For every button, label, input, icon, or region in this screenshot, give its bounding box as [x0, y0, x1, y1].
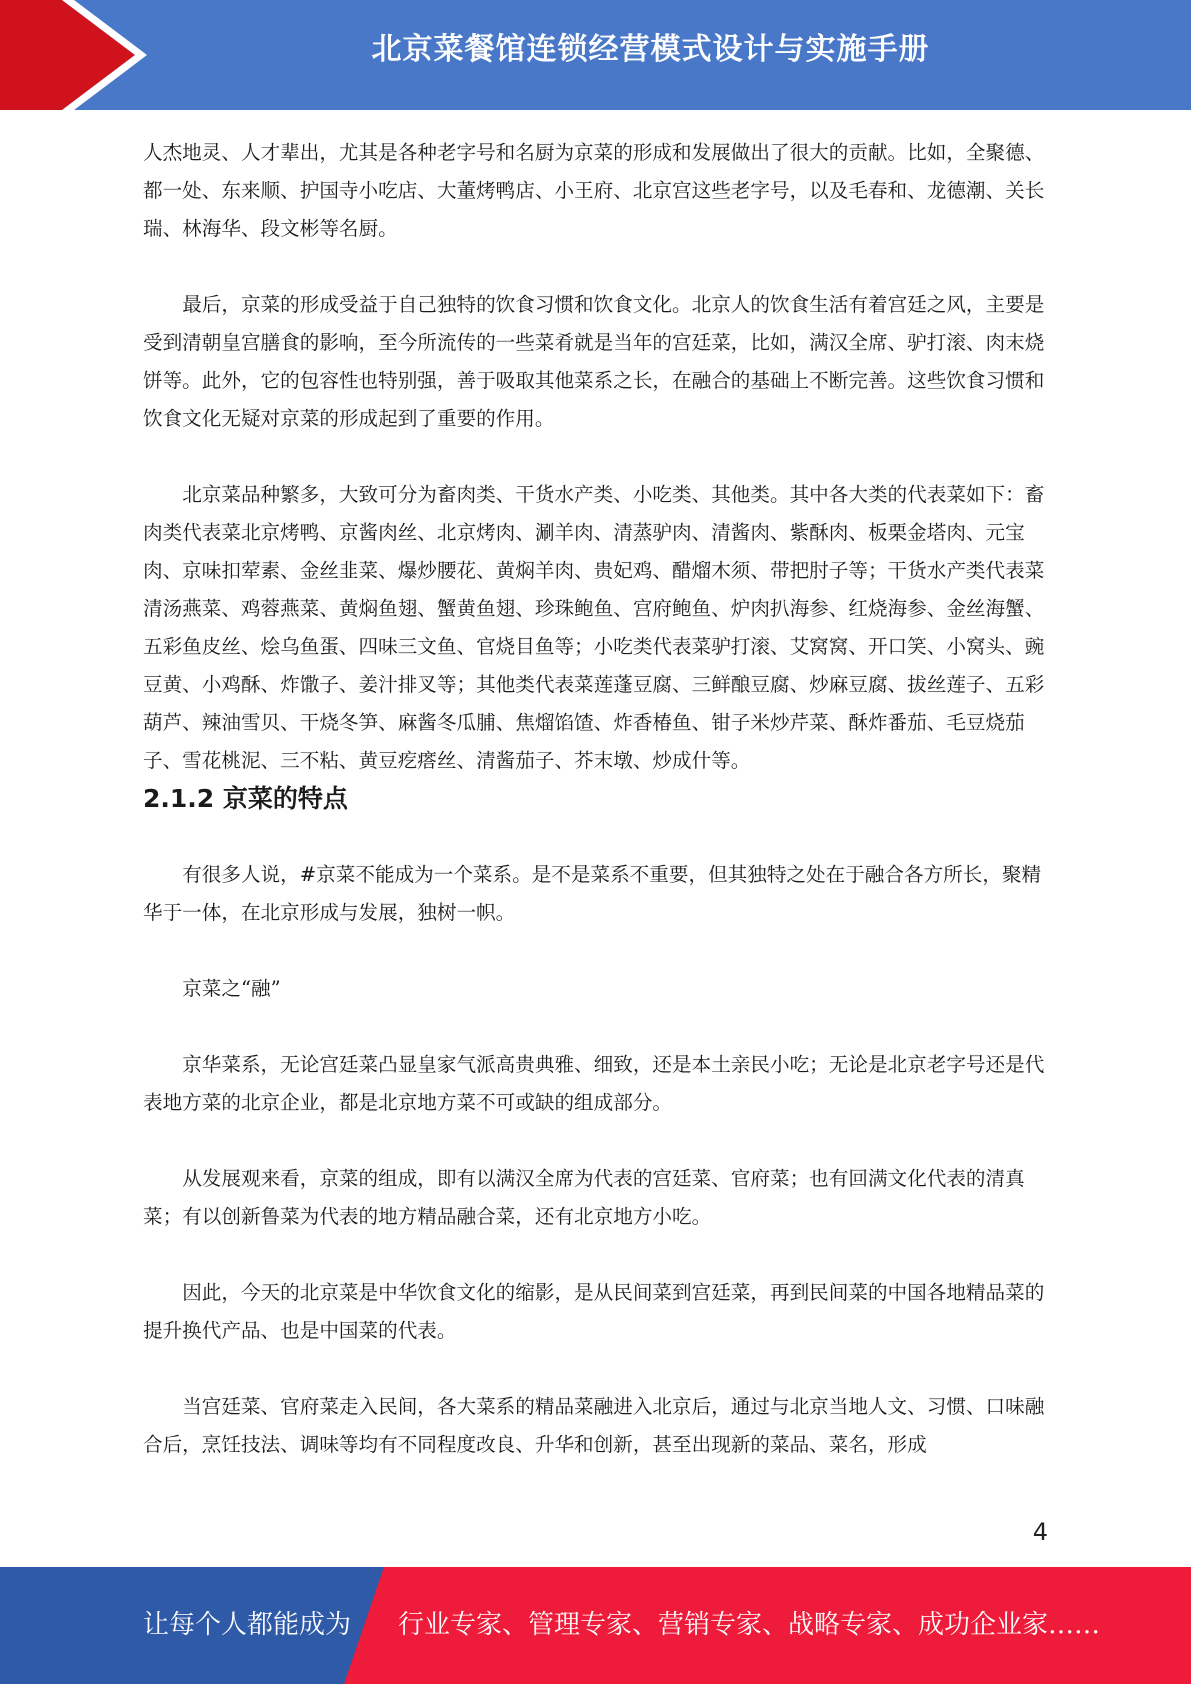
- paragraph: 京华菜系，无论宫廷菜凸显皇家气派高贵典雅、细致，还是本土亲民小吃；无论是北京老字号还是代表地方菜的北京企业，都是北京地方菜不可或缺的组成部分。: [143, 1053, 1045, 1114]
- paragraph: 最后，京菜的形成受益于自己独特的饮食习惯和饮食文化。北京人的饮食生活有着宫廷之风，主要是受到清朝皇宫膳食的影响，至今所流传的一些菜肴就是当年的宫廷菜，比如，满汉全席、驴打滚、肉末烧饼等。此外，它的包容性也特别强，善于吸取其他菜系之长，在融合的基础上不断完善。这些饮食习惯和饮食文化无疑对京菜的形成起到了重要的作用。: [143, 293, 1045, 430]
- paragraph: 有很多人说，#京菜不能成为一个菜系。是不是菜系不重要，但其独特之处在于融合各方所长，聚精华于一体，在北京形成与发展，独树一帜。: [143, 863, 1042, 924]
- section-heading: 2.1.2 京菜的特点: [143, 784, 348, 813]
- page-footer: [0, 1567, 1191, 1684]
- footer-slogan: 让每个人都能成为: [143, 1610, 352, 1640]
- page-header: [0, 0, 1191, 110]
- paragraph: 京菜之“融”: [182, 977, 281, 1000]
- document-title: 北京菜餐馆连锁经营模式设计与实施手册: [371, 32, 930, 67]
- paragraph: 北京菜品种繁多，大致可分为畜肉类、干货水产类、小吃类、其他类。其中各大类的代表菜如下：畜肉类代表菜北京烤鸭、京酱肉丝、北京烤肉、涮羊肉、清蒸驴肉、清酱肉、紫酥肉、板栗金塔肉、元宝肉、京味扣荤素、金丝韭菜、爆炒腰花、黄焖羊肉、贵妃鸡、醋熘木须、带把肘子等；干货水产类代表菜清汤燕菜、鸡蓉燕菜、黄焖鱼翅、蟹黄鱼翅、珍珠鲍鱼、宫府鲍鱼、炉肉扒海参、红烧海参、金丝海蟹、五彩鱼皮丝、烩乌鱼蛋、四味三文鱼、官烧目鱼等；小吃类代表菜驴打滚、艾窝窝、开口笑、小窝头、豌豆黄、小鸡酥、炸馓子、姜汁排叉等；其他类代表菜莲蓬豆腐、三鲜酿豆腐、炒麻豆腐、拔丝莲子、五彩葫芦、辣油雪贝、干烧冬笋、麻酱冬瓜脯、焦熘馅馇、炸香椿鱼、钳子米炒芹菜、酥炸番茄、毛豆烧茄子、雪花桃泥、三不粘、黄豆疙瘩丝、清酱茄子、芥末墩、炒成什等。: [143, 483, 1045, 772]
- paragraph: 从发展观来看，京菜的组成，即有以满汉全席为代表的宫廷菜、官府菜；也有回满文化代表的清真菜；有以创新鲁菜为代表的地方精品融合菜，还有北京地方小吃。: [143, 1167, 1025, 1228]
- page-content: [143, 134, 1048, 1464]
- page-number: 4: [1032, 1518, 1048, 1546]
- footer-roles: 行业专家、管理专家、营销专家、战略专家、成功企业家……: [398, 1610, 1101, 1640]
- paragraph: 当宫廷菜、官府菜走入民间，各大菜系的精品菜融进入北京后，通过与北京当地人文、习惯、口味融合后，烹饪技法、调味等均有不同程度改良、升华和创新，甚至出现新的菜品、菜名，形成: [143, 1395, 1045, 1456]
- paragraph: 因此，今天的北京菜是中华饮食文化的缩影，是从民间菜到宫廷菜，再到民间菜的中国各地精品菜的提升换代产品、也是中国菜的代表。: [143, 1281, 1045, 1342]
- paragraph: 人杰地灵、人才辈出，尤其是各种老字号和名厨为京菜的形成和发展做出了很大的贡献。比如，全聚德、都一处、东来顺、护国寺小吃店、大董烤鸭店、小王府、北京宫这些老字号，以及毛春和、龙德潮、关长瑞、林海华、段文彬等名厨。: [143, 141, 1045, 240]
